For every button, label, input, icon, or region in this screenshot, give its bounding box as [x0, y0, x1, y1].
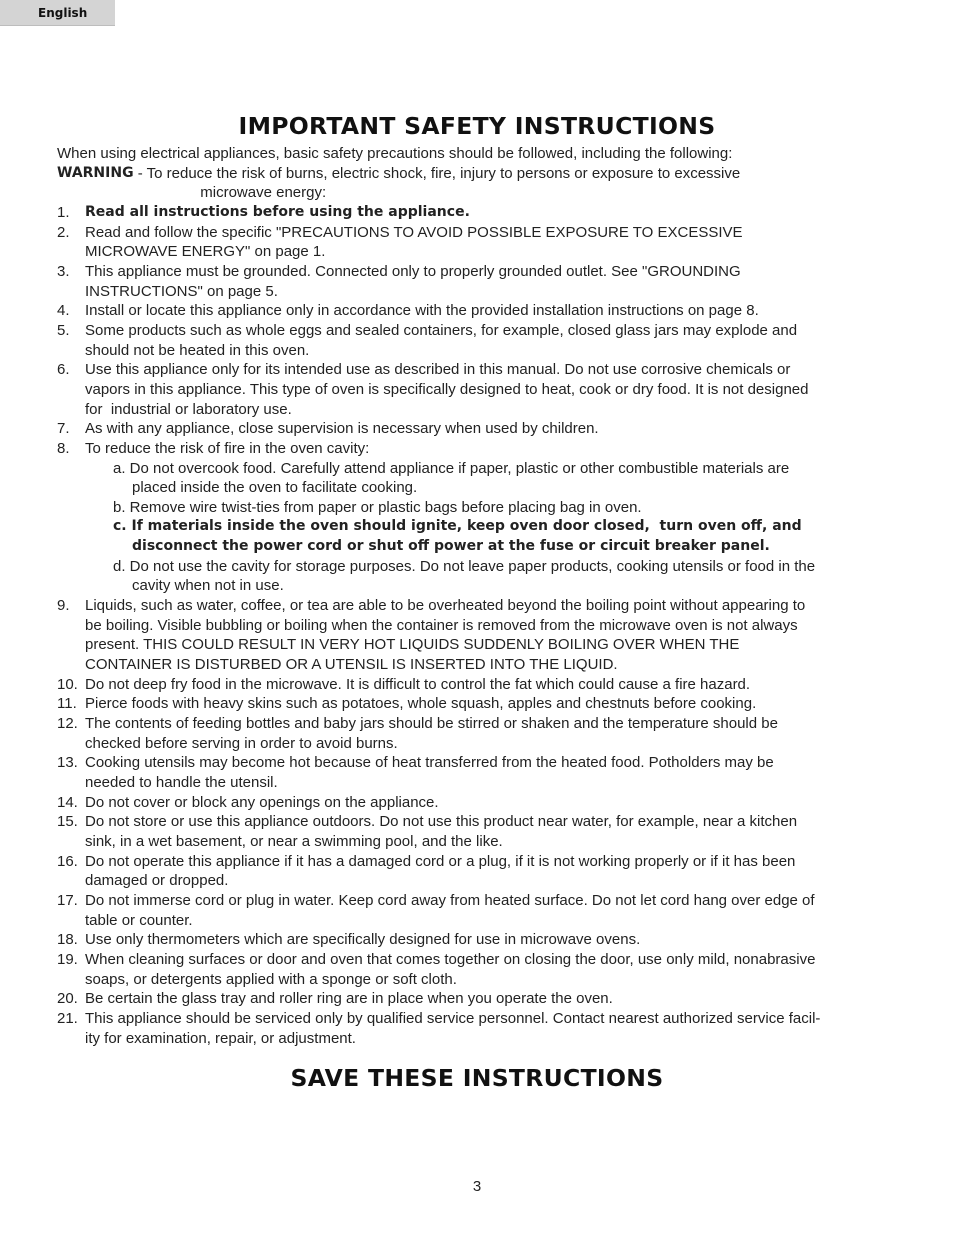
item-number: 7. — [57, 420, 70, 438]
item-text: Do not store or use this appliance outdoors. Do not use this product near water, for example, near a kitchen sink, in a wet basement, or near a swimming pool, and the like. — [85, 813, 798, 850]
fire-subitems — [57, 459, 902, 597]
list-item — [57, 301, 902, 321]
item-number: 19. — [57, 950, 78, 968]
item-text: As with any appliance, close supervision is necessary when used by children. — [85, 420, 599, 438]
item-number: 17. — [57, 891, 78, 909]
item-text: This appliance must be grounded. Connected only to properly grounded outlet. See "GROUNDING INSTRUCTIONS" on page 5. — [85, 262, 741, 300]
item-number: 13. — [57, 754, 78, 772]
item-number: 3. — [57, 262, 70, 280]
item-number: 12. — [57, 715, 78, 733]
language-tab: English — [0, 0, 115, 26]
list-item — [57, 203, 902, 223]
item-text: Liquids, such as water, coffee, or tea are able to be overheated beyond the boiling point without appearing to be boiling. Visible bubbling or boiling when the container is removed from the microwave oven is not always present. THIS COULD RESULT IN VERY HOT LIQUIDS SUDDENLY BOILING OVER WHEN THE CONTAINER IS DISTURBED OR A UTENSIL IS INSERTED INTO THE LIQUID. — [85, 597, 806, 674]
list-item — [57, 714, 902, 753]
list-item — [57, 793, 902, 813]
item-text: Read and follow the specific "PRECAUTIONS TO AVOID POSSIBLE EXPOSURE TO EXCESSIVE MICROWAVE ENERGY" on page 1. — [85, 223, 743, 261]
instructions-list-continued — [57, 596, 902, 1048]
item-number: 14. — [57, 793, 78, 811]
list-item — [57, 321, 902, 360]
item-text: To reduce the risk of fire in the oven cavity: — [85, 439, 370, 457]
list-item — [57, 223, 902, 262]
list-item — [57, 852, 902, 891]
intro-text: When using electrical appliances, basic safety precautions should be followed, including the following: — [57, 145, 733, 162]
item-text: When cleaning surfaces or door and oven that comes together on closing the door, use only mild, nonabrasive soaps, or detergents applied with a sponge or soft cloth. — [85, 950, 816, 988]
item-number: 15. — [57, 813, 78, 831]
item-text: Do not cover or block any openings on the appliance. — [85, 793, 439, 811]
subitem: d. Do not use the cavity for storage purposes. Do not leave paper products, cooking utensils or food in the cavity when not in use. — [113, 557, 816, 595]
item-number: 16. — [57, 852, 78, 870]
list-item — [57, 694, 902, 714]
item-number: 2. — [57, 223, 70, 241]
list-item — [57, 596, 902, 675]
item-text: This appliance should be serviced only by qualified service personnel. Contact nearest authorized service facil- ity for examination, repair, or adjustment. — [85, 1009, 821, 1047]
save-instructions-heading: SAVE THESE INSTRUCTIONS — [290, 1064, 664, 1092]
item-text: The contents of feeding bottles and baby jars should be stirred or shaken and the temperature should be checked before serving in order to avoid burns. — [85, 715, 778, 752]
item-text: Do not operate this appliance if it has a damaged cord or a plug, if it is not working properly or if it has been damaged or dropped. — [85, 852, 796, 890]
list-item — [57, 753, 902, 792]
list-item — [57, 439, 902, 459]
subitem: c. If materials inside the oven should ignite, keep oven door closed, turn oven off, and disconnect the power cord or shut off power at the fuse or circuit breaker panel. — [113, 518, 802, 555]
list-item — [57, 950, 902, 989]
list-item — [57, 891, 902, 930]
item-number: 1. — [57, 203, 70, 221]
item-text: Install or locate this appliance only in accordance with the provided installation instructions on page 8. — [85, 302, 759, 320]
item-number: 21. — [57, 1009, 78, 1027]
warning-text: - To reduce the risk of burns, electric shock, fire, injury to persons or exposure to excessive microwave energy: — [137, 164, 741, 202]
item-number: 8. — [57, 439, 70, 457]
item-text: Use this appliance only for its intended use as described in this manual. Do not use corrosive chemicals or vapors in this appliance. This type of oven is specifically designed to heat, cook or dry food. It is not designed for industrial or laboratory use. — [85, 361, 809, 418]
item-number: 5. — [57, 321, 70, 339]
item-number: 10. — [57, 675, 78, 693]
item-text: Do not deep fry food in the microwave. It is difficult to control the fat which could cause a fire hazard. — [85, 675, 751, 693]
item-number: 18. — [57, 931, 78, 949]
item-text: Do not immerse cord or plug in water. Keep cord away from heated surface. Do not let cord hang over edge of table or counter. — [85, 891, 815, 929]
instructions-list — [57, 203, 902, 459]
item-text: Use only thermometers which are specifically designed for use in microwave ovens. — [85, 931, 641, 949]
subitem: a. Do not overcook food. Carefully attend appliance if paper, plastic or other combustible materials are placed inside the oven to facilitate cooking. — [113, 459, 790, 497]
item-number: 6. — [57, 361, 70, 379]
list-item — [57, 930, 902, 950]
item-number: 4. — [57, 302, 70, 320]
item-number: 9. — [57, 597, 70, 615]
list-item — [57, 1009, 902, 1048]
item-text: Read all instructions before using the appliance. — [85, 203, 470, 220]
item-text: Pierce foods with heavy skins such as potatoes, whole squash, apples and chestnuts before cooking. — [85, 695, 757, 713]
subitem: b. Remove wire twist-ties from paper or plastic bags before placing bag in oven. — [113, 498, 642, 516]
list-item — [57, 360, 902, 419]
item-number: 20. — [57, 990, 78, 1008]
list-item — [57, 262, 902, 301]
item-text: Be certain the glass tray and roller ring are in place when you operate the oven. — [85, 990, 613, 1008]
list-item — [57, 989, 902, 1009]
page-title: IMPORTANT SAFETY INSTRUCTIONS — [238, 112, 716, 140]
list-item — [57, 675, 902, 695]
warning-label: WARNING — [57, 164, 134, 181]
item-text: Some products such as whole eggs and sealed containers, for example, closed glass jars may explode and should not be heated in this oven. — [85, 321, 798, 359]
page-number: 3 — [472, 1178, 482, 1195]
warning-block — [57, 164, 902, 203]
list-item — [57, 419, 902, 439]
item-number: 11. — [57, 695, 77, 713]
list-item — [57, 812, 902, 851]
item-text: Cooking utensils may become hot because of heat transferred from the heated food. Potholders may be needed to handle the utensil. — [85, 754, 774, 791]
safety-content — [57, 144, 902, 1048]
